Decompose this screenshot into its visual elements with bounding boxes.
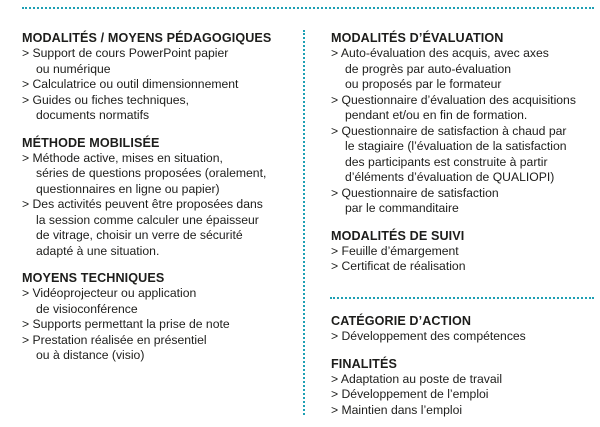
section-categorie-action <box>331 313 596 345</box>
item-line: > Développement des compétences <box>331 329 526 343</box>
item-line: > Vidéoprojecteur ou application <box>22 286 197 300</box>
item-line: adapté à une situation. <box>36 243 160 258</box>
section-heading: MODALITÉS DE SUIVI <box>331 228 465 243</box>
item-line: par le commanditaire <box>345 201 459 215</box>
item-line: ou proposés par le formateur <box>345 77 502 91</box>
item-line: de vitrage, choisir un verre de sécurité <box>36 228 243 242</box>
section-heading: MODALITÉS / MOYENS PÉDAGOGIQUES <box>22 31 272 45</box>
list-item <box>22 333 297 364</box>
item-line: ou à distance (visio) <box>36 348 145 362</box>
item-line: questionnaires en ligne ou papier) <box>36 181 220 196</box>
right-column-dotted-divider <box>330 297 594 299</box>
item-line: > Calculatrice ou outil dimensionnement <box>22 77 239 91</box>
column-dotted-divider <box>303 30 305 415</box>
item-line: > Guides ou fiches techniques, <box>22 92 190 107</box>
item-line: > Des activités peuvent être proposées dans <box>22 197 263 211</box>
item-line: > Feuille d’émargement <box>331 243 459 258</box>
list-item <box>22 286 297 317</box>
section-heading: FINALITÉS <box>331 356 397 371</box>
item-line: d’éléments d’évaluation de QUALIOPI) <box>345 170 555 184</box>
item-line: pendant et/ou en fin de formation. <box>345 108 528 122</box>
item-line: > Auto-évaluation des acquis, avec axes <box>331 46 549 60</box>
item-line: > Support de cours PowerPoint papier <box>22 46 229 60</box>
item-line: le stagiaire (l’évaluation de la satisfaction <box>345 139 567 153</box>
item-line: des participants est construite à partir <box>345 154 548 169</box>
left-column <box>22 30 297 364</box>
section-modalites-moyens <box>22 30 297 124</box>
item-line: > Supports permettant la prise de note <box>22 317 230 331</box>
item-line: de visioconférence <box>36 301 138 316</box>
section-modalites-evaluation <box>331 30 596 217</box>
section-finalites <box>331 356 596 419</box>
section-heading: MÉTHODE MOBILISÉE <box>22 135 160 150</box>
list-item <box>331 372 596 388</box>
item-line: ou numérique <box>36 61 111 76</box>
right-column-bottom <box>331 313 596 418</box>
item-line: > Questionnaire de satisfaction <box>331 185 499 200</box>
list-item <box>22 197 297 259</box>
list-item <box>331 329 596 345</box>
item-line: > Questionnaire de satisfaction à chaud par <box>331 123 567 138</box>
section-moyens-techniques <box>22 270 297 364</box>
item-line: de progrès par auto-évaluation <box>345 61 511 76</box>
section-heading: MOYENS TECHNIQUES <box>22 271 165 285</box>
list-item <box>331 259 596 275</box>
item-line: la session comme calculer une épaisseur <box>36 212 259 227</box>
list-item <box>331 387 596 403</box>
item-line: > Questionnaire d’évaluation des acquisitions <box>331 92 576 107</box>
list-item <box>331 186 596 217</box>
list-item <box>331 124 596 186</box>
list-item <box>331 93 596 124</box>
right-column-top <box>331 30 596 275</box>
list-item <box>22 77 297 93</box>
list-item <box>331 244 596 260</box>
item-line: séries de questions proposées (oralement, <box>36 166 267 180</box>
item-line: > Certificat de réalisation <box>331 259 466 273</box>
item-line: > Méthode active, mises en situation, <box>22 150 223 165</box>
section-modalites-suivi <box>331 228 596 275</box>
section-heading: MODALITÉS D’ÉVALUATION <box>331 31 504 45</box>
item-line: > Prestation réalisée en présentiel <box>22 332 207 347</box>
list-item <box>331 403 596 419</box>
list-item <box>22 93 297 124</box>
list-item <box>22 151 297 198</box>
item-line: > Maintien dans l’emploi <box>331 402 463 417</box>
list-item <box>22 317 297 333</box>
section-methode-mobilisee <box>22 135 297 260</box>
list-item <box>331 46 596 93</box>
list-item <box>22 46 297 77</box>
item-line: > Adaptation au poste de travail <box>331 371 503 386</box>
item-line: > Développement de l’emploi <box>331 387 489 401</box>
item-line: documents normatifs <box>36 108 150 122</box>
section-heading: CATÉGORIE D’ACTION <box>331 314 472 328</box>
top-dotted-divider <box>22 7 594 9</box>
